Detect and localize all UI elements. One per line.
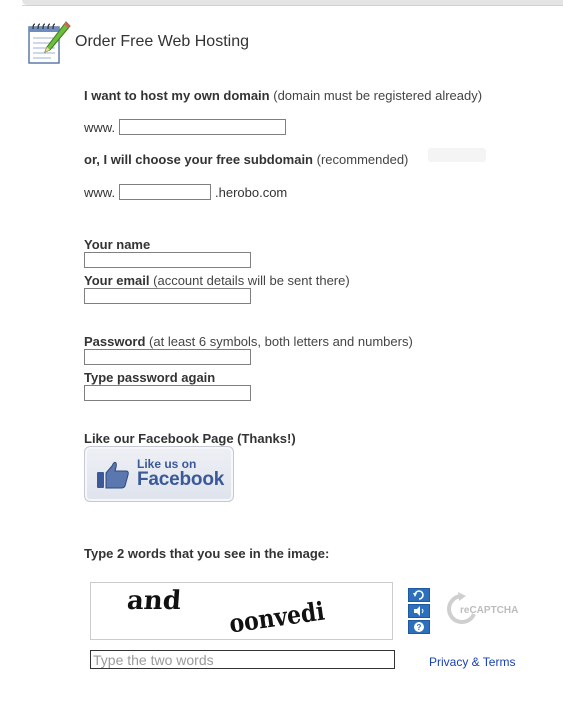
captcha-prompt-text: Type 2 words that you see in the image:: [84, 546, 330, 561]
own-domain-prefix: www.: [84, 120, 116, 135]
captcha-image: [90, 582, 393, 640]
name-label-text: Your name: [84, 237, 151, 252]
captcha-audio-button[interactable]: [408, 604, 430, 618]
subdomain-title: or, I will choose your free subdomain: [84, 152, 313, 167]
page-title: Order Free Web Hosting: [75, 33, 249, 50]
captcha-word-1: and: [125, 586, 182, 616]
own-domain-label: [84, 88, 482, 103]
own-domain-note: (domain must be registered already): [273, 88, 483, 103]
captcha-refresh-button[interactable]: [408, 588, 430, 602]
thumbs-up-icon: [96, 460, 130, 490]
password-label: [84, 334, 413, 349]
help-icon: [409, 621, 429, 633]
audio-icon: [409, 605, 429, 617]
facebook-like-button[interactable]: [84, 446, 234, 502]
subdomain-prefix: www.: [84, 185, 116, 200]
password-label-text: Password: [84, 334, 146, 349]
facebook-button-line1: Like us on: [137, 457, 197, 471]
top-divider: [22, 5, 563, 6]
captcha-prompt: [84, 546, 329, 561]
password-input[interactable]: [84, 349, 251, 365]
own-domain-title: I want to host my own domain: [84, 88, 270, 103]
captcha-response-input[interactable]: [90, 650, 395, 669]
faint-overlay: [428, 148, 486, 162]
own-domain-input[interactable]: [119, 119, 286, 135]
subdomain-input[interactable]: [119, 184, 211, 200]
name-label: [84, 237, 150, 252]
refresh-icon: [409, 589, 429, 601]
subdomain-suffix: .herobo.com: [215, 185, 288, 200]
svg-text:?: ?: [416, 623, 422, 632]
password-note: (at least 6 symbols, both letters and numbers): [149, 334, 413, 349]
email-note: (account details will be sent there): [153, 273, 350, 288]
captcha-help-button[interactable]: [408, 620, 430, 634]
subdomain-label: [84, 152, 408, 167]
password-again-input[interactable]: [84, 385, 251, 401]
email-label: [84, 273, 350, 288]
subdomain-note: (recommended): [316, 152, 409, 167]
captcha-word-2: oonvedi: [227, 596, 327, 640]
email-input[interactable]: [84, 288, 251, 304]
recaptcha-logo: [444, 592, 522, 626]
name-input[interactable]: [84, 252, 251, 268]
recaptcha-logo-text: reCAPTCHA: [460, 605, 519, 616]
email-label-text: Your email: [84, 273, 150, 288]
notepad-pencil-icon: [26, 18, 72, 66]
facebook-label: [84, 431, 296, 446]
facebook-button-line2: Facebook: [137, 469, 225, 490]
password-again-label-text: Type password again: [84, 370, 216, 385]
privacy-terms-link[interactable]: Privacy & Terms: [429, 655, 516, 669]
facebook-label-text: Like our Facebook Page (Thanks!): [84, 431, 296, 446]
password-again-label: [84, 370, 215, 385]
